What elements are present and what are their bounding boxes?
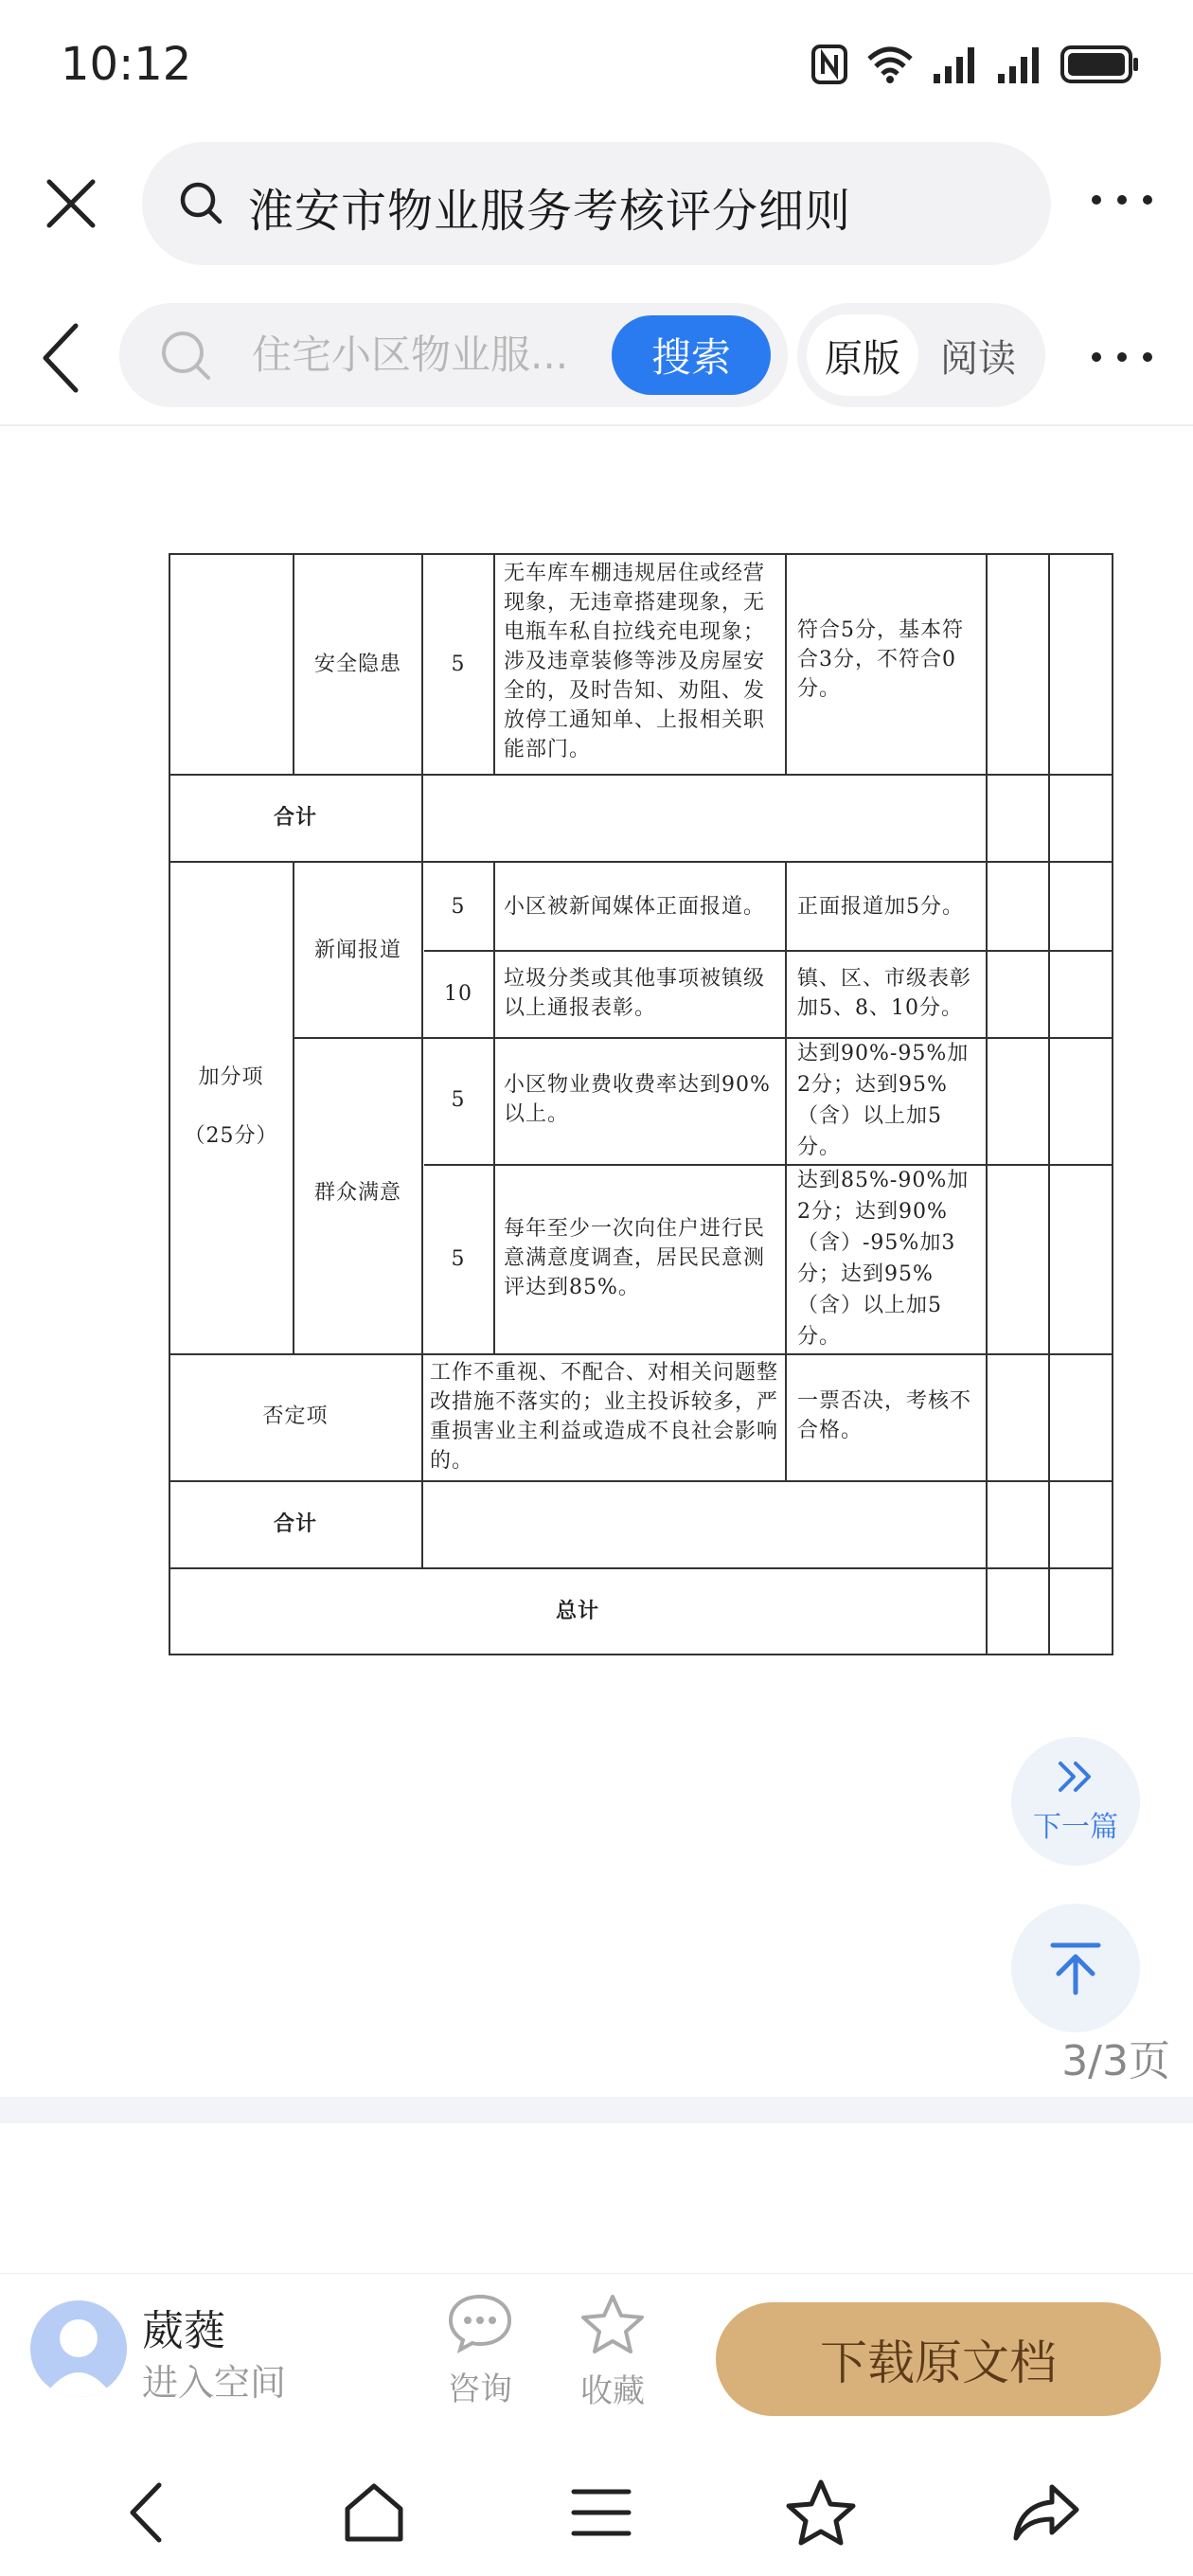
user-icon [30, 2300, 127, 2397]
search-icon [159, 329, 212, 382]
table-cell-standard: 无车库车棚违规居住或经营现象，无违章搭建现象，无电瓶车私自拉线充电现象；涉及违章装修等涉及房屋安全的，及时告知、劝阻、发放停工通知单、上报相关职能部门。 [504, 562, 766, 761]
table-cell-score: 5 [451, 1247, 466, 1271]
doc-search-bar [119, 303, 788, 407]
back-icon [123, 2479, 170, 2546]
total-label: 总计 [555, 1599, 599, 1623]
signal-icon [996, 45, 1043, 83]
home-icon [340, 2478, 408, 2547]
download-button[interactable]: 下载原文档 [716, 2302, 1161, 2416]
table-cell-item: 群众满意 [313, 1181, 401, 1205]
arrow-to-top-icon [1047, 1940, 1104, 1996]
table-cell-score: 5 [451, 1088, 466, 1112]
next-article-button[interactable] [1011, 1737, 1140, 1866]
navigation-bar [0, 2443, 1193, 2576]
table-cell-scoring: 达到90%-95%加2分；达到95%（含）以上加5分。 [797, 1042, 970, 1159]
back-icon[interactable] [34, 320, 91, 396]
more-icon[interactable] [1089, 343, 1155, 371]
close-icon[interactable] [40, 172, 102, 235]
view-toggle [797, 303, 1045, 407]
star-icon [579, 2293, 646, 2355]
doc-search-input[interactable] [252, 328, 602, 381]
table-cell-standard: 小区物业费收费率达到90%以上。 [504, 1073, 771, 1126]
page-indicator: 3/3页 [1061, 2037, 1170, 2085]
back-to-top-button[interactable] [1011, 1904, 1140, 2032]
table-cell-scoring: 符合5分，基本符合3分，不符合0分。 [797, 618, 964, 701]
nav-home-button[interactable] [331, 2470, 417, 2555]
avatar[interactable] [30, 2300, 127, 2397]
tab-read[interactable]: 阅读 [940, 336, 1016, 381]
search-button[interactable]: 搜索 [612, 315, 771, 395]
doc-toolbar [0, 303, 1193, 407]
bonus-category-points: （25分） [184, 1124, 278, 1148]
status-time: 10:12 [61, 38, 192, 91]
action-bar [0, 2273, 1193, 2443]
top-bar [0, 133, 1193, 275]
table-cell-item: 安全隐患 [313, 653, 401, 676]
veto-standard: 工作不重视、不配合、对相关问题整改措施不落实的；业主投诉较多，严重损害业主利益或造成不良社会影响的。 [430, 1361, 779, 1473]
share-icon [1010, 2481, 1082, 2544]
divider [0, 424, 1193, 426]
enter-space-link[interactable]: 进入空间 [142, 2362, 287, 2404]
wifi-icon [865, 45, 915, 83]
table-cell-score: 10 [444, 982, 472, 1006]
table-cell-standard: 小区被新闻媒体正面报道。 [504, 895, 766, 919]
section-divider [0, 2097, 1193, 2123]
bonus-category-label: 加分项 [198, 1065, 264, 1089]
double-chevron-right-icon [1055, 1758, 1096, 1796]
signal-icon [932, 45, 979, 83]
nav-share-button[interactable] [1004, 2470, 1089, 2555]
status-icons [810, 44, 1140, 85]
top-search-query: 淮安市物业服务考核评分细则 [248, 185, 852, 238]
top-search-bar[interactable] [142, 142, 1051, 265]
consult-label: 咨询 [448, 2370, 512, 2408]
star-icon [785, 2478, 857, 2547]
more-icon[interactable] [1089, 186, 1155, 214]
next-article-label: 下一篇 [1033, 1811, 1118, 1844]
nav-back-button[interactable] [104, 2470, 189, 2555]
user-name[interactable]: 葳蕤 [142, 2307, 225, 2355]
battery-icon [1060, 45, 1140, 83]
search-icon [178, 180, 225, 227]
favorite-label: 收藏 [580, 2372, 645, 2410]
nfc-icon [810, 44, 848, 85]
status-bar [0, 0, 1193, 133]
nav-star-button[interactable] [778, 2470, 864, 2555]
table-cell-scoring: 达到85%-90%加2分；达到90%（含）-95%加3分；达到95%（含）以上加5分。 [797, 1169, 970, 1349]
veto-scoring: 一票否决，考核不合格。 [797, 1389, 972, 1442]
table-cell-standard: 每年至少一次向住户进行民意满意度调查，居民民意测评达到85%。 [504, 1217, 766, 1299]
table-cell-score: 5 [451, 653, 466, 676]
favorite-button[interactable] [561, 2293, 665, 2411]
table-cell-scoring: 镇、区、市级表彰加5、8、10分。 [797, 967, 972, 1020]
tab-original[interactable]: 原版 [807, 314, 918, 396]
table-cell-score: 5 [451, 895, 466, 919]
table-cell-item: 新闻报道 [313, 939, 401, 962]
chat-bubble-icon [447, 2293, 513, 2353]
subtotal-label: 合计 [273, 1512, 317, 1536]
table-cell-scoring: 正面报道加5分。 [797, 895, 964, 919]
veto-label: 否定项 [262, 1404, 329, 1428]
consult-button[interactable] [428, 2293, 532, 2409]
subtotal-label: 合计 [273, 805, 317, 830]
table-cell-standard: 垃圾分类或其他事项被镇级以上通报表彰。 [504, 967, 766, 1020]
menu-icon [570, 2484, 632, 2541]
document-page [169, 553, 1113, 1655]
nav-menu-button[interactable] [559, 2470, 644, 2555]
